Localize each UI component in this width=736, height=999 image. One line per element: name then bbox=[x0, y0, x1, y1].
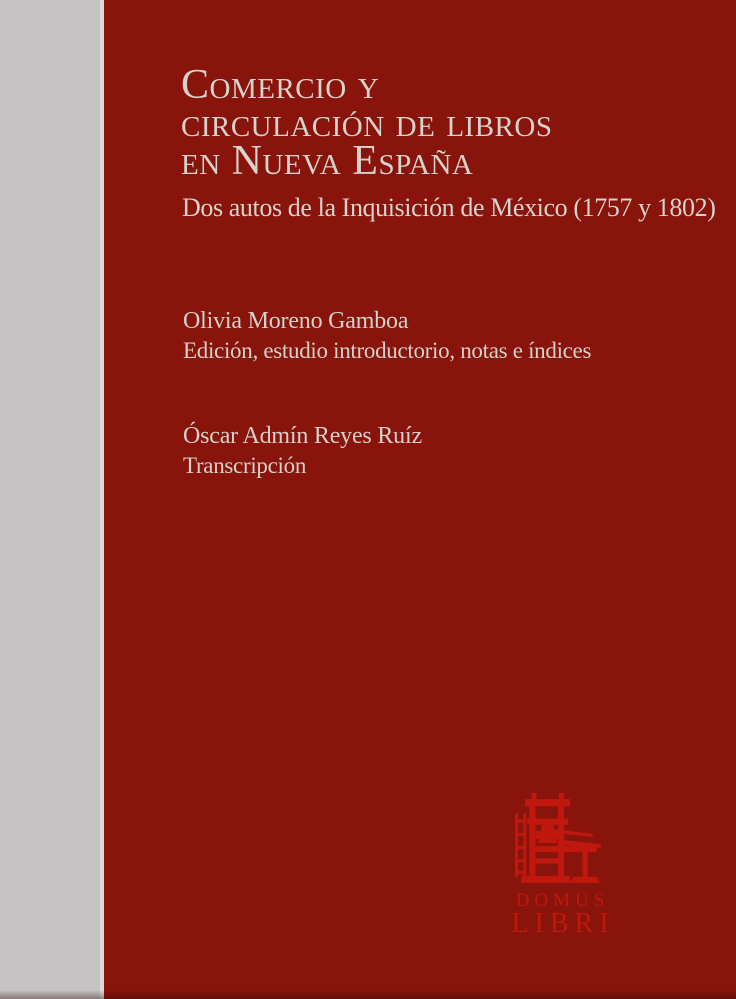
publisher-name-line-1: DOMUS bbox=[515, 890, 610, 911]
printing-press-icon bbox=[510, 793, 610, 887]
author-name: Olivia Moreno Gamboa bbox=[183, 308, 409, 334]
title-line-3: en Nueva España bbox=[181, 138, 474, 184]
title-line-2: circulación de libros bbox=[181, 100, 553, 146]
publisher-logo bbox=[498, 793, 622, 937]
book-subtitle: Dos autos de la Inquisición de México (1757 y 1802) bbox=[182, 193, 716, 222]
transcriber-role: Transcripción bbox=[183, 453, 307, 478]
author-credit bbox=[183, 306, 591, 365]
publisher-name-line-2: LIBRI bbox=[511, 908, 615, 939]
spine-stripe bbox=[0, 0, 104, 999]
author-role: Edición, estudio introductorio, notas e índices bbox=[183, 338, 592, 363]
transcriber-name: Óscar Admín Reyes Ruíz bbox=[183, 423, 422, 449]
book-title bbox=[181, 62, 553, 184]
transcriber-credit bbox=[183, 421, 422, 480]
title-line-1: Comercio y bbox=[181, 62, 380, 108]
